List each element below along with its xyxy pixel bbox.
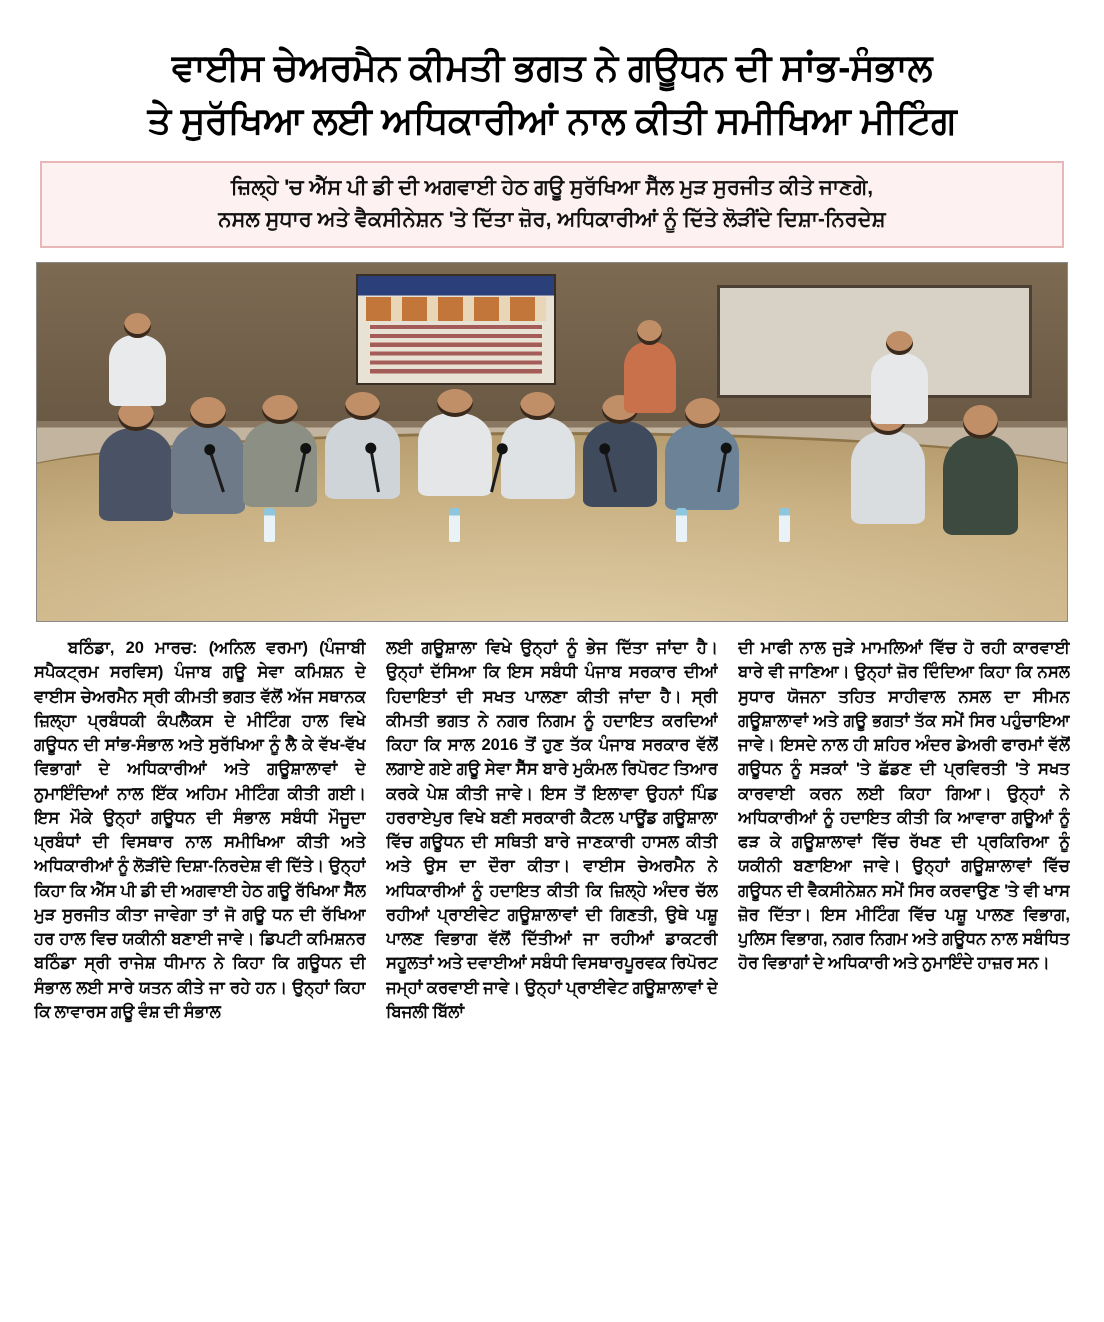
article-column-2	[386, 636, 718, 1236]
attendee	[171, 424, 245, 514]
column-3-body: ਦੀ ਮਾਫੀ ਨਾਲ ਜੁੜੇ ਮਾਮਲਿਆਂ ਵਿੱਚ ਹੋ ਰਹੀ ਕਾਰਵਾਈ ਬਾਰੇ ਵੀ ਜਾਣਿਆ। ਉਨ੍ਹਾਂ ਜ਼ੋਰ ਦਿੰਦਿਆ ਕਿਹਾ ਕਿ ਨਸਲ ਸੁਧਾਰ ਯੋਜਨਾ ਤਹਿਤ ਸਾਹੀਵਾਲ ਨਸਲ ਦਾ ਸੀਮਨ ਗਊਸ਼ਾਲਾਵਾਂ ਅਤੇ ਗਊ ਭਗਤਾਂ ਤੱਕ ਸਮੇਂ ਸਿਰ ਪਹੁੰਚਾਇਆ ਜਾਵੇ। ਇਸਦੇ ਨਾਲ ਹੀ ਸ਼ਹਿਰ ਅੰਦਰ ਡੇਅਰੀ ਫਾਰਮਾਂ ਵੱਲੋਂ ਗਊਧਨ ਨੂੰ ਸੜਕਾਂ 'ਤੇ ਛੱਡਣ ਦੀ ਪ੍ਰਵਿਰਤੀ 'ਤੇ ਸਖਤ ਕਾਰਵਾਈ ਕਰਨ ਲਈ ਕਿਹਾ ਗਿਆ। ਉਨ੍ਹਾਂ ਨੇ ਅਧਿਕਾਰੀਆਂ ਨੂੰ ਹਦਾਇਤ ਕੀਤੀ ਕਿ ਆਵਾਰਾ ਗਊਆਂ ਨੂੰ ਫੜ ਕੇ ਗਊਸ਼ਾਲਾਵਾਂ ਵਿੱਚ ਰੱਖਣ ਦੀ ਪ੍ਰਕਿਰਿਆ ਨੂੰ ਯਕੀਨੀ ਬਣਾਇਆ ਜਾਵੇ। ਉਨ੍ਹਾਂ ਗਊਸ਼ਾਲਾਵਾਂ ਵਿੱਚ ਗਊਧਨ ਦੀ ਵੈਕਸੀਨੇਸ਼ਨ ਸਮੇਂ ਸਿਰ ਕਰਵਾਉਣ 'ਤੇ ਵੀ ਖਾਸ ਜ਼ੋਰ ਦਿੱਤਾ। ਇਸ ਮੀਟਿੰਗ ਵਿੱਚ ਪਸ਼ੂ ਪਾਲਣ ਵਿਭਾਗ, ਪੁਲਿਸ ਵਿਭਾਗ, ਨਗਰ ਨਿਗਮ ਅਤੇ ਗਊਧਨ ਨਾਲ ਸਬੰਧਿਤ ਹੋਰ ਵਿਭਾਗਾਂ ਦੇ ਅਧਿਕਾਰੀ ਅਤੇ ਨੁਮਾਇੰਦੇ ਹਾਜ਼ਰ ਸਨ।	[738, 639, 1070, 973]
standing-attendee-head	[637, 320, 662, 344]
article-photo	[36, 262, 1068, 622]
water-bottle	[779, 508, 790, 542]
attendee	[665, 424, 739, 510]
water-bottle	[264, 508, 275, 542]
chief-guest-head	[437, 389, 473, 417]
column-2-body: ਲਈ ਗਊਸ਼ਾਲਾ ਵਿਖੇ ਉਨ੍ਹਾਂ ਨੂੰ ਭੇਜ ਦਿੱਤਾ ਜਾਂਦਾ ਹੈ। ਉਨ੍ਹਾਂ ਦੱਸਿਆ ਕਿ ਇਸ ਸਬੰਧੀ ਪੰਜਾਬ ਸਰਕਾਰ ਦੀਆਂ ਹਿਦਾਇਤਾਂ ਦੀ ਸਖਤ ਪਾਲਣਾ ਕੀਤੀ ਜਾਂਦਾ ਹੈ। ਸ੍ਰੀ ਕੀਮਤੀ ਭਗਤ ਨੇ ਨਗਰ ਨਿਗਮ ਨੂੰ ਹਦਾਇਤ ਕਰਦਿਆਂ ਕਿਹਾ ਕਿ ਸਾਲ 2016 ਤੋਂ ਹੁਣ ਤੱਕ ਪੰਜਾਬ ਸਰਕਾਰ ਵੱਲੋਂ ਲਗਾਏ ਗਏ ਗਊ ਸੇਵਾ ਸੈੱਸ ਬਾਰੇ ਮੁਕੰਮਲ ਰਿਪੋਰਟ ਤਿਆਰ ਕਰਕੇ ਪੇਸ਼ ਕੀਤੀ ਜਾਵੇ। ਇਸ ਤੋਂ ਇਲਾਵਾ ਉਹਨਾਂ ਪਿੰਡ ਹਰਰਾਏਪੁਰ ਵਿਖੇ ਬਣੀ ਸਰਕਾਰੀ ਕੈਟਲ ਪਾਊਂਡ ਗਊਸ਼ਾਲਾ ਵਿੱਚ ਗਊਧਨ ਦੀ ਸਥਿਤੀ ਬਾਰੇ ਜਾਣਕਾਰੀ ਹਾਸਲ ਕੀਤੀ ਅਤੇ ਉਸ ਦਾ ਦੌਰਾ ਕੀਤਾ। ਵਾਈਸ ਚੇਅਰਮੈਨ ਨੇ ਅਧਿਕਾਰੀਆਂ ਨੂੰ ਹਦਾਇਤ ਕੀਤੀ ਕਿ ਜ਼ਿਲ੍ਹੇ ਅੰਦਰ ਚੱਲ ਰਹੀਆਂ ਪ੍ਰਾਈਵੇਟ ਗਊਸ਼ਾਲਾਵਾਂ ਦੀ ਗਿਣਤੀ, ਉਥੇ ਪਸ਼ੂ ਪਾਲਣ ਵਿਭਾਗ ਵੱਲੋਂ ਦਿੱਤੀਆਂ ਜਾ ਰਹੀਆਂ ਡਾਕਟਰੀ ਸਹੂਲਤਾਂ ਅਤੇ ਦਵਾਈਆਂ ਸਬੰਧੀ ਵਿਸਥਾਰਪੂਰਵਕ ਰਿਪੋਰਟ ਜਮ੍ਹਾਂ ਕਰਵਾਈ ਜਾਵੇ। ਉਨ੍ਹਾਂ ਪ੍ਰਾਈਵੇਟ ਗਊਸ਼ਾਲਾਵਾਂ ਦੇ ਬਿਜਲੀ ਬਿੱਲਾਂ	[386, 639, 718, 1021]
byline: (ਪੰਜਾਬੀ ਸਪੈਕਟ੍ਰਮ ਸਰਵਿਸ)	[34, 639, 366, 682]
column-1-body: ਪੰਜਾਬ ਗਊ ਸੇਵਾ ਕਮਿਸ਼ਨ ਦੇ ਵਾਈਸ ਚੇਅਰਮੈਨ ਸ੍ਰੀ ਕੀਮਤੀ ਭਗਤ ਵੱਲੋਂ ਅੱਜ ਸਥਾਨਕ ਜ਼ਿਲ੍ਹਾ ਪ੍ਰਬੰਧਕੀ ਕੰਪਲੈਕਸ ਦੇ ਮੀਟਿੰਗ ਹਾਲ ਵਿਖੇ ਗਊਧਨ ਦੀ ਸਾਂਭ-ਸੰਭਾਲ ਅਤੇ ਸੁਰੱਖਿਆ ਨੂੰ ਲੈ ਕੇ ਵੱਖ-ਵੱਖ ਵਿਭਾਗਾਂ ਦੇ ਅਧਿਕਾਰੀਆਂ ਅਤੇ ਗਊਸ਼ਾਲਾਵਾਂ ਦੇ ਨੁਮਾਇੰਦਿਆਂ ਨਾਲ ਇੱਕ ਅਹਿਮ ਮੀਟਿੰਗ ਕੀਤੀ ਗਈ। ਇਸ ਮੌਕੇ ਉਨ੍ਹਾਂ ਗਊਧਨ ਦੀ ਸੰਭਾਲ ਸਬੰਧੀ ਮੌਜੂਦਾ ਪ੍ਰਬੰਧਾਂ ਦੀ ਵਿਸਥਾਰ ਨਾਲ ਸਮੀਖਿਆ ਕੀਤੀ ਅਤੇ ਅਧਿਕਾਰੀਆਂ ਨੂੰ ਲੋੜੀਂਦੇ ਦਿਸ਼ਾ-ਨਿਰਦੇਸ਼ ਵੀ ਦਿੱਤੇ। ਉਨ੍ਹਾਂ ਕਿਹਾ ਕਿ ਐੱਸ ਪੀ ਡੀ ਦੀ ਅਗਵਾਈ ਹੇਠ ਗਊ ਰੱਖਿਆ ਸੈੱਲ ਮੁੜ ਸੁਰਜੀਤ ਕੀਤਾ ਜਾਵੇਗਾ ਤਾਂ ਜੋ ਗਊ ਧਨ ਦੀ ਰੱਖਿਆ ਹਰ ਹਾਲ ਵਿਚ ਯਕੀਨੀ ਬਣਾਈ ਜਾਵੇ। ਡਿਪਟੀ ਕਮਿਸ਼ਨਰ ਬਠਿੰਡਾ ਸ੍ਰੀ ਰਾਜੇਸ਼ ਧੀਮਾਨ ਨੇ ਕਿਹਾ ਕਿ ਗਊਧਨ ਦੀ ਸੰਭਾਲ ਲਈ ਸਾਰੇ ਯਤਨ ਕੀਤੇ ਜਾ ਰਹੇ ਹਨ। ਉਨ੍ਹਾਂ ਕਿਹਾ ਕਿ ਲਾਵਾਰਸ ਗਊ ਵੰਸ਼ ਦੀ ਸੰਭਾਲ	[34, 663, 366, 1021]
article-column-1	[34, 636, 366, 1236]
subheadline-line-1: ਜ਼ਿਲ੍ਹੇ 'ਚ ਐੱਸ ਪੀ ਡੀ ਦੀ ਅਗਵਾਈ ਹੇਠ ਗਊ ਸੁਰੱਖਿਆ ਸੈੱਲ ਮੁੜ ਸੁਰਜੀਤ ਕੀਤੇ ਜਾਣਗੇ,	[230, 176, 874, 200]
photo-scene	[37, 263, 1067, 621]
standing-attendee	[109, 335, 166, 407]
standing-attendee	[624, 342, 676, 414]
attendee	[943, 435, 1017, 535]
attendee	[243, 421, 317, 507]
article-body	[34, 636, 1070, 1236]
poster-photo-strip	[366, 297, 546, 321]
attendee	[325, 417, 399, 499]
newspaper-article-page	[0, 42, 1104, 1322]
backdrop-poster	[356, 274, 556, 385]
attendee	[851, 431, 925, 524]
headline-line-1: ਵਾਈਸ ਚੇਅਰਮੈਨ ਕੀਮਤੀ ਭਗਤ ਨੇ ਗਊਧਨ ਦੀ ਸਾਂਭ-ਸੰਭਾਲ	[171, 47, 933, 88]
poster-text-block	[370, 325, 542, 377]
page-title	[26, 42, 1078, 147]
chief-guest	[418, 413, 492, 495]
attendee-head	[262, 395, 298, 424]
subheadline-line-2: ਨਸਲ ਸੁਧਾਰ ਅਤੇ ਵੈਕਸੀਨੇਸ਼ਨ 'ਤੇ ਦਿੱਤਾ ਜ਼ੋਰ, ਅਧਿਕਾਰੀਆਂ ਨੂੰ ਦਿੱਤੇ ਲੋੜੀਂਦੇ ਦਿਸ਼ਾ-ਨਿਰਦੇਸ਼	[218, 207, 886, 231]
attendee-head	[190, 397, 226, 427]
standing-attendee	[871, 353, 928, 425]
water-bottle	[676, 508, 687, 542]
attendee	[583, 421, 657, 507]
article-column-3	[738, 636, 1070, 1236]
attendee-head	[685, 398, 721, 427]
attendee	[99, 428, 173, 521]
standing-attendee-head	[124, 313, 151, 337]
dateline: ਬਠਿੰਡਾ, 20 ਮਾਰਚ: (ਅਨਿਲ ਵਰਮਾ)	[68, 639, 308, 658]
water-bottle	[449, 508, 460, 542]
headline-line-2: ਤੇ ਸੁਰੱਖਿਆ ਲਈ ਅਧਿਕਾਰੀਆਂ ਨਾਲ ਕੀਤੀ ਸਮੀਖਿਆ ਮੀਟਿੰਗ	[147, 99, 957, 141]
attendee-head	[963, 405, 999, 439]
column-1-text	[34, 636, 366, 1024]
subheadline-box	[40, 161, 1064, 248]
attendee	[501, 417, 575, 499]
